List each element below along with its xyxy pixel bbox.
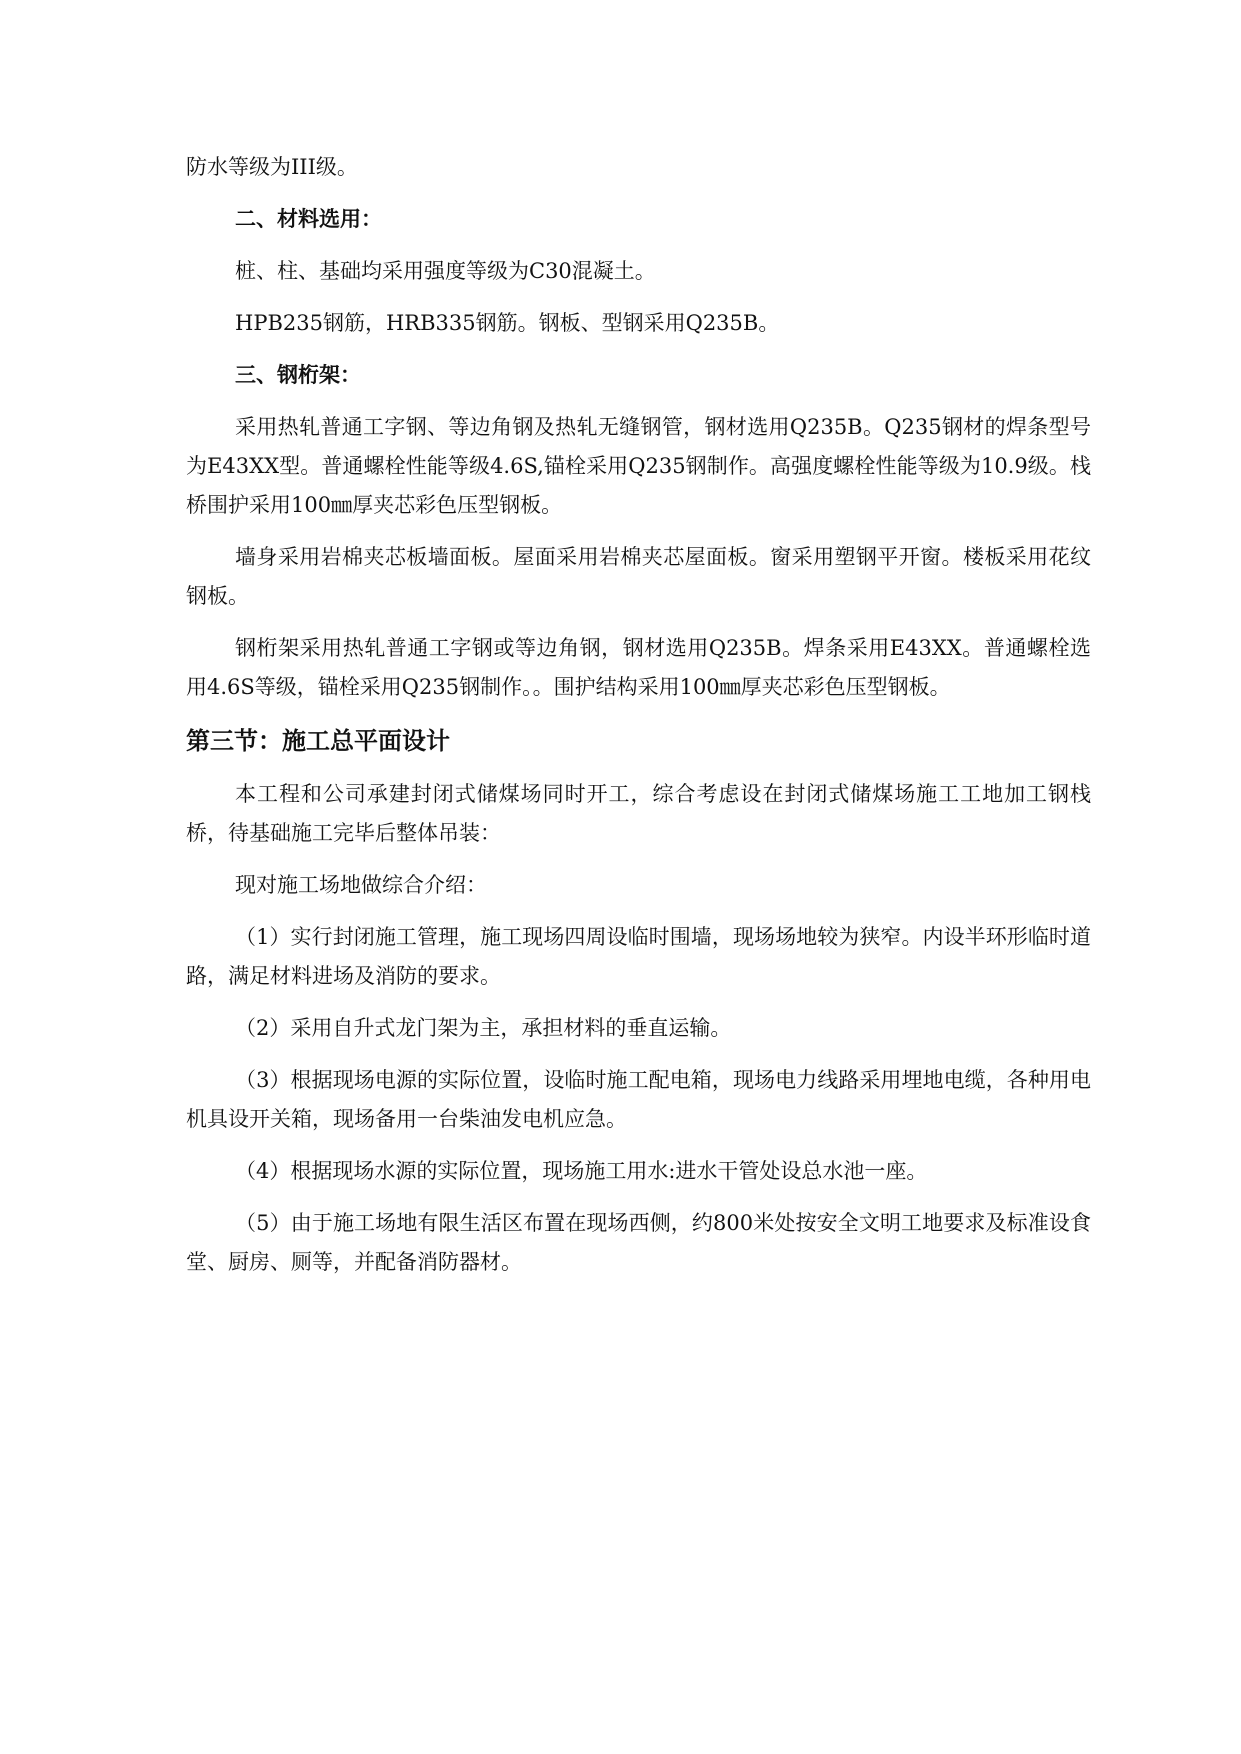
list-item: （1）实行封闭施工管理，施工现场四周设临时围墙，现场场地较为狭窄。内设半环形临时道路，满足材料进场及消防的要求。 (186, 925, 1091, 988)
paragraph-intro: 本工程和公司承建封闭式储煤场同时开工，综合考虑设在封闭式储煤场施工工地加工钢栈桥，待基础施工完毕后整体吊装： (186, 782, 1091, 845)
section-title: 第三节：施工总平面设计 (186, 727, 450, 755)
document-body (186, 148, 1091, 1295)
paragraph-truss-1: 采用热轧普通工字钢、等边角钢及热轧无缝钢管，钢材选用Q235B。Q235钢材的焊条型号为E43XX型。普通螺栓性能等级4.6S,锚栓采用Q235钢制作。高强度螺栓性能等级为10.9级。栈桥围护采用100㎜厚夹芯彩色压型钢板。 (186, 415, 1091, 517)
list-item: （5）由于施工场地有限生活区布置在现场西侧，约800米处按安全文明工地要求及标准设食堂、厨房、厕等，并配备消防器材。 (186, 1211, 1091, 1274)
paragraph-site: 现对施工场地做综合介绍： (235, 873, 487, 897)
paragraph-truss-3: 钢桁架采用热轧普通工字钢或等边角钢，钢材选用Q235B。焊条采用E43XX。普通螺栓选用4.6S等级，锚栓采用Q235钢制作。。围护结构采用100㎜厚夹芯彩色压型钢板。 (186, 636, 1091, 699)
list-item: （4）根据现场水源的实际位置，现场施工用水:进水干管处设总水池一座。 (235, 1159, 928, 1183)
paragraph-concrete: 桩、柱、基础均采用强度等级为C30混凝土。 (235, 259, 656, 283)
heading-truss: 三、钢桁架： (235, 363, 361, 387)
heading-materials: 二、材料选用： (235, 207, 382, 231)
list-item: （3）根据现场电源的实际位置，设临时施工配电箱，现场电力线路采用埋地电缆，各种用电机具设开关箱，现场备用一台柴油发电机应急。 (186, 1068, 1091, 1131)
paragraph-waterproof: 防水等级为III级。 (186, 155, 358, 179)
list-item: （2）采用自升式龙门架为主，承担材料的垂直运输。 (235, 1016, 732, 1040)
paragraph-steel-bars: HPB235钢筋，HRB335钢筋。钢板、型钢采用Q235B。 (235, 311, 780, 335)
paragraph-truss-2: 墙身采用岩棉夹芯板墙面板。屋面采用岩棉夹芯屋面板。窗采用塑钢平开窗。楼板采用花纹钢板。 (186, 545, 1091, 608)
